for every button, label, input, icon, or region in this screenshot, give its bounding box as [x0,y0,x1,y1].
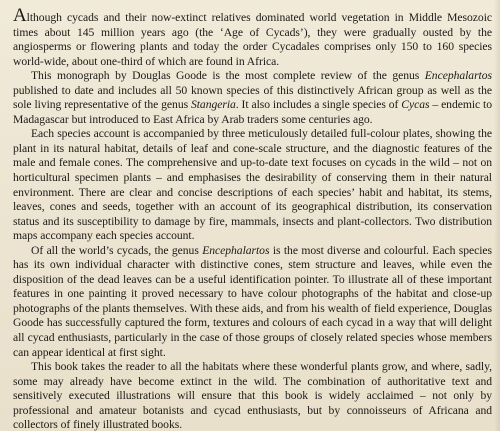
paragraph-species-account [13,127,492,243]
paragraph-text: This monograph by Douglas Goode is the most complete review of the genus [31,69,425,83]
paragraph-closing [13,360,492,431]
genus-name-encephalartos: Encephalartos [202,243,270,257]
paragraph-text: published to date and includes all 50 known species of this distinctively African group as well as the sole living representative of the genus [13,83,492,112]
genus-name-encephalartos: Encephalartos [424,69,492,83]
paragraph-diversity [13,244,492,360]
paragraph-text: – endemic to Madagascar but introduced to East Africa by Arab traders some centuries ago. [13,98,493,126]
genus-name-stangeria: Stangeria [190,98,236,112]
paragraph-text: . It also includes a single species of [235,98,402,112]
genus-name-cycas: Cycas [401,98,430,112]
drop-cap-letter: A [13,5,27,26]
paragraph-text: Each species account is accompanied by three meticulously detailed full-colour plates, showing the plant in its natural habitat, details of leaf and cone-scale structure, and the diagnostic features of the male and female cones. The comprehensive and up-to-date text focuses on cycads in the wild – not on horticultural specimen plants – and emphasises the desirability of conserving them in their natural environment. There are clear and concise descriptions of each species’ habit and habitat, its stems, leaves, cones and seeds, together with an account of its geographical distribution, its conservation status and its susceptibility to damage by fire, mammals, insects and plant-collectors. Two distribution maps accompany each species account. [13,127,492,243]
paragraph-text: lthough cycads and their now-extinct relatives dominated world vegetation in Middle Mesozoic times about 145 million years ago (the ‘Age of Cycads’), they were gradually ousted by the angiosperms or flowering plants and today the order Cycadales comprises only 150 to 160 species world-wide, about one-third of which are found in Africa. [13,11,492,68]
paragraph-monograph [13,69,492,127]
paragraph-text: This book takes the reader to all the habitats where these wonderful plants grow, and where, sadly, some may already have become extinct in the wild. The combination of authoritative text and sensitively executed illustrations will ensure that this book is widely acclaimed – not only by professional and amateur botanists and cycad enthusiasts, but by connoisseurs of Africana and collectors of finely illustrated books. [13,360,492,431]
text-column [13,5,493,431]
paragraph-text: is the most diverse and colourful. Each species has its own individual character with distinctive cones, stem structure and leaves, while even the disposition of the dead leaves can be a useful identification pointer. To illustrate all of these important features in one painting it proved necessary to have colour photographs of the habitat and close-up photographs of the plants themselves. With these aids, and from his wealth of field experience, Douglas Goode has successfully captured the form, textures and colours of each cycad in a way that will delight all cycad enthusiasts, particularly in the case of those groups of closely related species whose members can appear identical at first sight. [13,243,492,359]
page-edge-shadow [494,0,500,431]
paragraph-text: Of all the world’s cycads, the genus [31,243,203,257]
paragraph-intro [13,5,492,69]
